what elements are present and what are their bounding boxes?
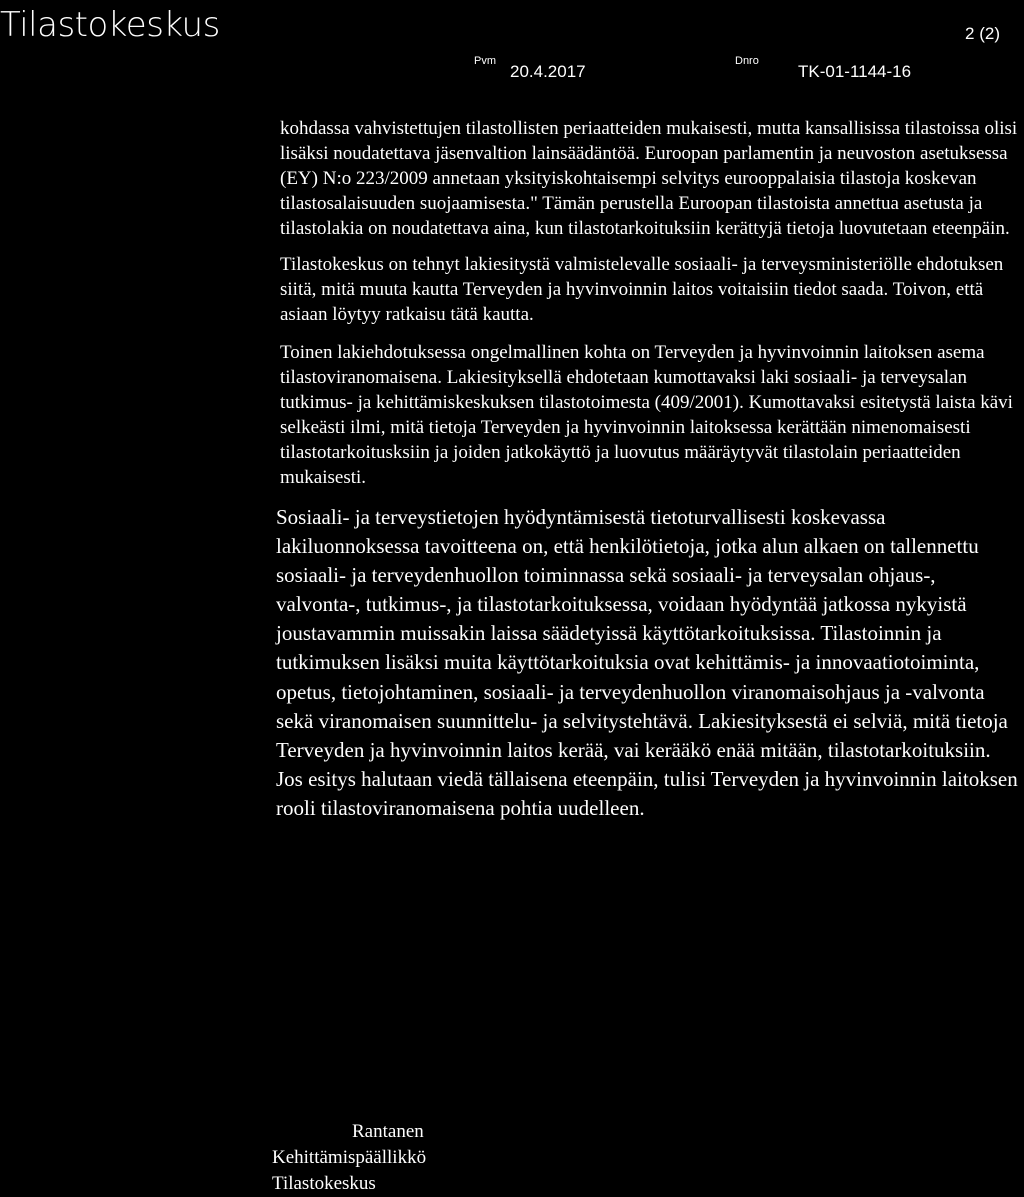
- page-number: 2 (2): [965, 24, 1000, 43]
- signer-title: Kehittämispäällikkö: [272, 1147, 427, 1168]
- paragraph-3: Toinen lakiehdotuksessa ongelmallinen kohta on Terveyden ja hyvinvoinnin laitoksen asema tilastoviranomaisena. Lakiesityksellä ehdotetaan kumottavaksi laki sosiaali- ja terveysalan tutkimus- ja kehittämiskeskuksen tilastotoimesta (409/2001). Kumottavaksi esitetystä laista kävi selkeästi ilmi, mitä tietoja Terveyden ja hyvinvoinnin laitoksessa kerättään nimenomaisesti tilastotarkoitusksiin ja joiden jatkokäyttö ja luovutus määräytyvät tilastolain periaatteiden mukaisesti.: [280, 342, 1013, 488]
- paragraph-4: Sosiaali- ja terveystietojen hyödyntämisestä tietoturvallisesti koskevassa lakiluonnoksessa tavoitteena on, että henkilötietoja, jotka alun alkaen on tallennettu sosiaali- ja terveydenhuollon toiminnassa sekä sosiaali- ja terveysalan ohjaus-, valvonta-, tutkimus-, ja tilastotarkoituksessa, voidaan hyödyntää jatkossa nykyistä joustavammin muissakin laissa säädetyissä käyttötarkoituksissa. Tilastoinnin ja tutkimuksen lisäksi muita käyttötarkoituksia ovat kehittämis- ja innovaatiotoiminta, opetus, tietojohtaminen, sosiaali- ja terveydenhuollon viranomaisohjaus ja -valvonta sekä viranomaisen suunnittelu- ja selvitystehtävä. Lakiesityksestä ei selviä, mitä tietoja Terveyden ja hyvinvoinnin laitos kerää, vai kerääkö enää mitään, tilastotarkoituksiin. Jos esitys halutaan viedä tällaisena eteenpäin, tulisi Terveyden ja hyvinvoinnin laitoksen rooli tilastoviranomaisena pohtia uudelleen.: [276, 505, 1018, 820]
- date-label: Pvm: [474, 55, 496, 67]
- paragraph-2: Tilastokeskus on tehnyt lakiesitystä valmistelevalle sosiaali- ja terveysministeriölle ehdotuksen siitä, mitä muuta kautta Terveyden ja hyvinvoinnin laitos voitaisiin tiedot saada. Toivon, että asiaan löytyy ratkaisu tätä kautta.: [280, 254, 1004, 325]
- date-value: 20.4.2017: [510, 62, 586, 81]
- organization-logo: Tilastokeskus: [0, 5, 220, 45]
- reference-value: TK-01-1144-16: [798, 62, 912, 81]
- signature-block: [272, 1119, 426, 1197]
- reference-label: Dnro: [735, 55, 759, 67]
- signer-name: Rantanen: [352, 1121, 424, 1142]
- signer-organization: Tilastokeskus: [272, 1173, 376, 1194]
- letter-body: [272, 116, 1022, 823]
- paragraph-1: kohdassa vahvistettujen tilastollisten periaatteiden mukaisesti, mutta kansallisissa tilastoissa olisi lisäksi noudatettava jäsenvaltion lainsäädäntöä. Euroopan parlamentin ja neuvoston asetuksessa (EY) N:o 223/2009 annetaan yksityiskohtaisempi selvitys eurooppalaisia tilastoja koskevan tilastosalaisuuden suojaamisesta." Tämän perustella Euroopan tilastoista annettua asetusta ja tilastolakia on noudatettava aina, kun tilastotarkoituksiin kerättyjä tietoja luovutetaan eteenpäin.: [280, 118, 1018, 239]
